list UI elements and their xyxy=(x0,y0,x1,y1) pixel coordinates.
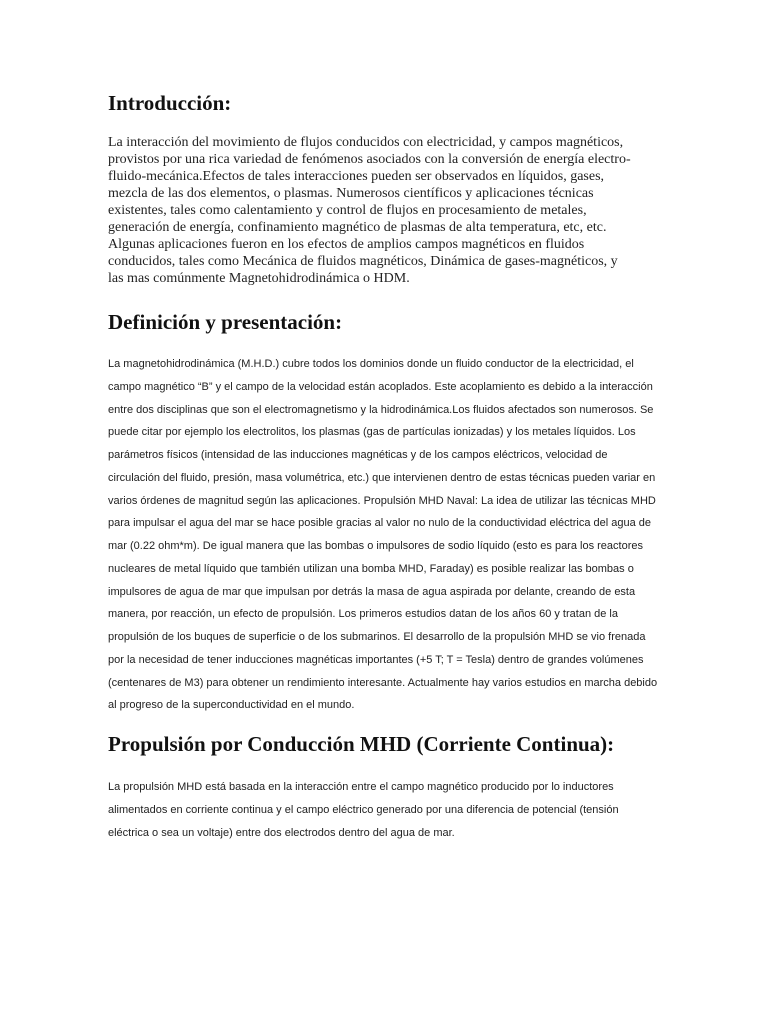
section-body-propulsion: La propulsión MHD está basada en la interacción entre el campo magnético producido por lo inductores alimentados en corriente continua y el campo eléctrico generado por una diferencia de potencial (tensión eléctrica o sea un voltaje) entre dos electrodos dentro del agua de mar. xyxy=(108,781,619,839)
section-heading-introduccion: Introducción: xyxy=(108,91,232,115)
section-body-introduccion: La interacción del movimiento de flujos conducidos con electricidad, y campos magnéticos, provistos por una rica variedad de fenómenos asociados con la conversión de energía electro-fluido-mecánica.Efectos de tales interacciones pueden ser observados en líquidos, gases, mezcla de las dos elementos, o plasmas. Numerosos científicos y aplicaciones técnicas existentes, tales como calentamiento y control de flujos en procesamiento de metales, generación de energía, confinamiento magnético de plasmas de alta temperatura, etc, etc. Algunas aplicaciones fueron en los efectos de amplios campos magnéticos en fluidos conducidos, tales como Mecánica de fluidos magnéticos, Dinámica de gases-magnéticos, y las mas comúnmente Magnetohidrodinámica o HDM. xyxy=(108,135,631,286)
section-body-definicion: La magnetohidrodinámica (M.H.D.) cubre todos los dominios donde un fluido conductor de la electricidad, el campo magnético “B” y el campo de la velocidad están acoplados. Este acoplamiento es debido a la interacción entre dos disciplinas que son el electromagnetismo y la hidrodinámica.Los fluidos afectados son numerosos. Se puede citar por ejemplo los electrolitos, los plasmas (gas de partículas ionizadas) y los metales líquidos. Los parámetros físicos (intensidad de las inducciones magnéticas y de los campos eléctricos, velocidad de circulación del fluido, presión, masa volumétrica, etc.) que intervienen dentro de estas técnicas pueden variar en varios órdenes de magnitud según las aplicaciones. Propulsión MHD Naval: La idea de utilizar las técnicas MHD para impulsar el agua del mar se hace posible gracias al valor no nulo de la conductividad eléctrica del agua de mar (0.22 ohm*m). De igual manera que las bombas o impulsores de sodio líquido (esto es para los reactores nucleares de metal líquido que también utilizan una bomba MHD, Faraday) es posible realizar las bombas o impulsores de agua de mar que impulsan por detrás la masa de agua aspirada por delante, creando de esta manera, por reacción, un efecto de propulsión. Los primeros estudios datan de los años 60 y tratan de la propulsión de los buques de superficie o de los submarinos. El desarrollo de la propulsión MHD se vio frenada por la necesidad de tener inducciones magnéticas importantes (+5 T; T = Tesla) dentro de grandes volúmenes (centenares de M3) para obtener un rendimiento interesante. Actualmente hay varios estudios en marcha debido al progreso de la superconductividad en el mundo. xyxy=(108,358,658,712)
section-heading-definicion: Definición y presentación: xyxy=(108,310,343,334)
section-heading-propulsion: Propulsión por Conducción MHD (Corriente Continua): xyxy=(108,732,615,756)
